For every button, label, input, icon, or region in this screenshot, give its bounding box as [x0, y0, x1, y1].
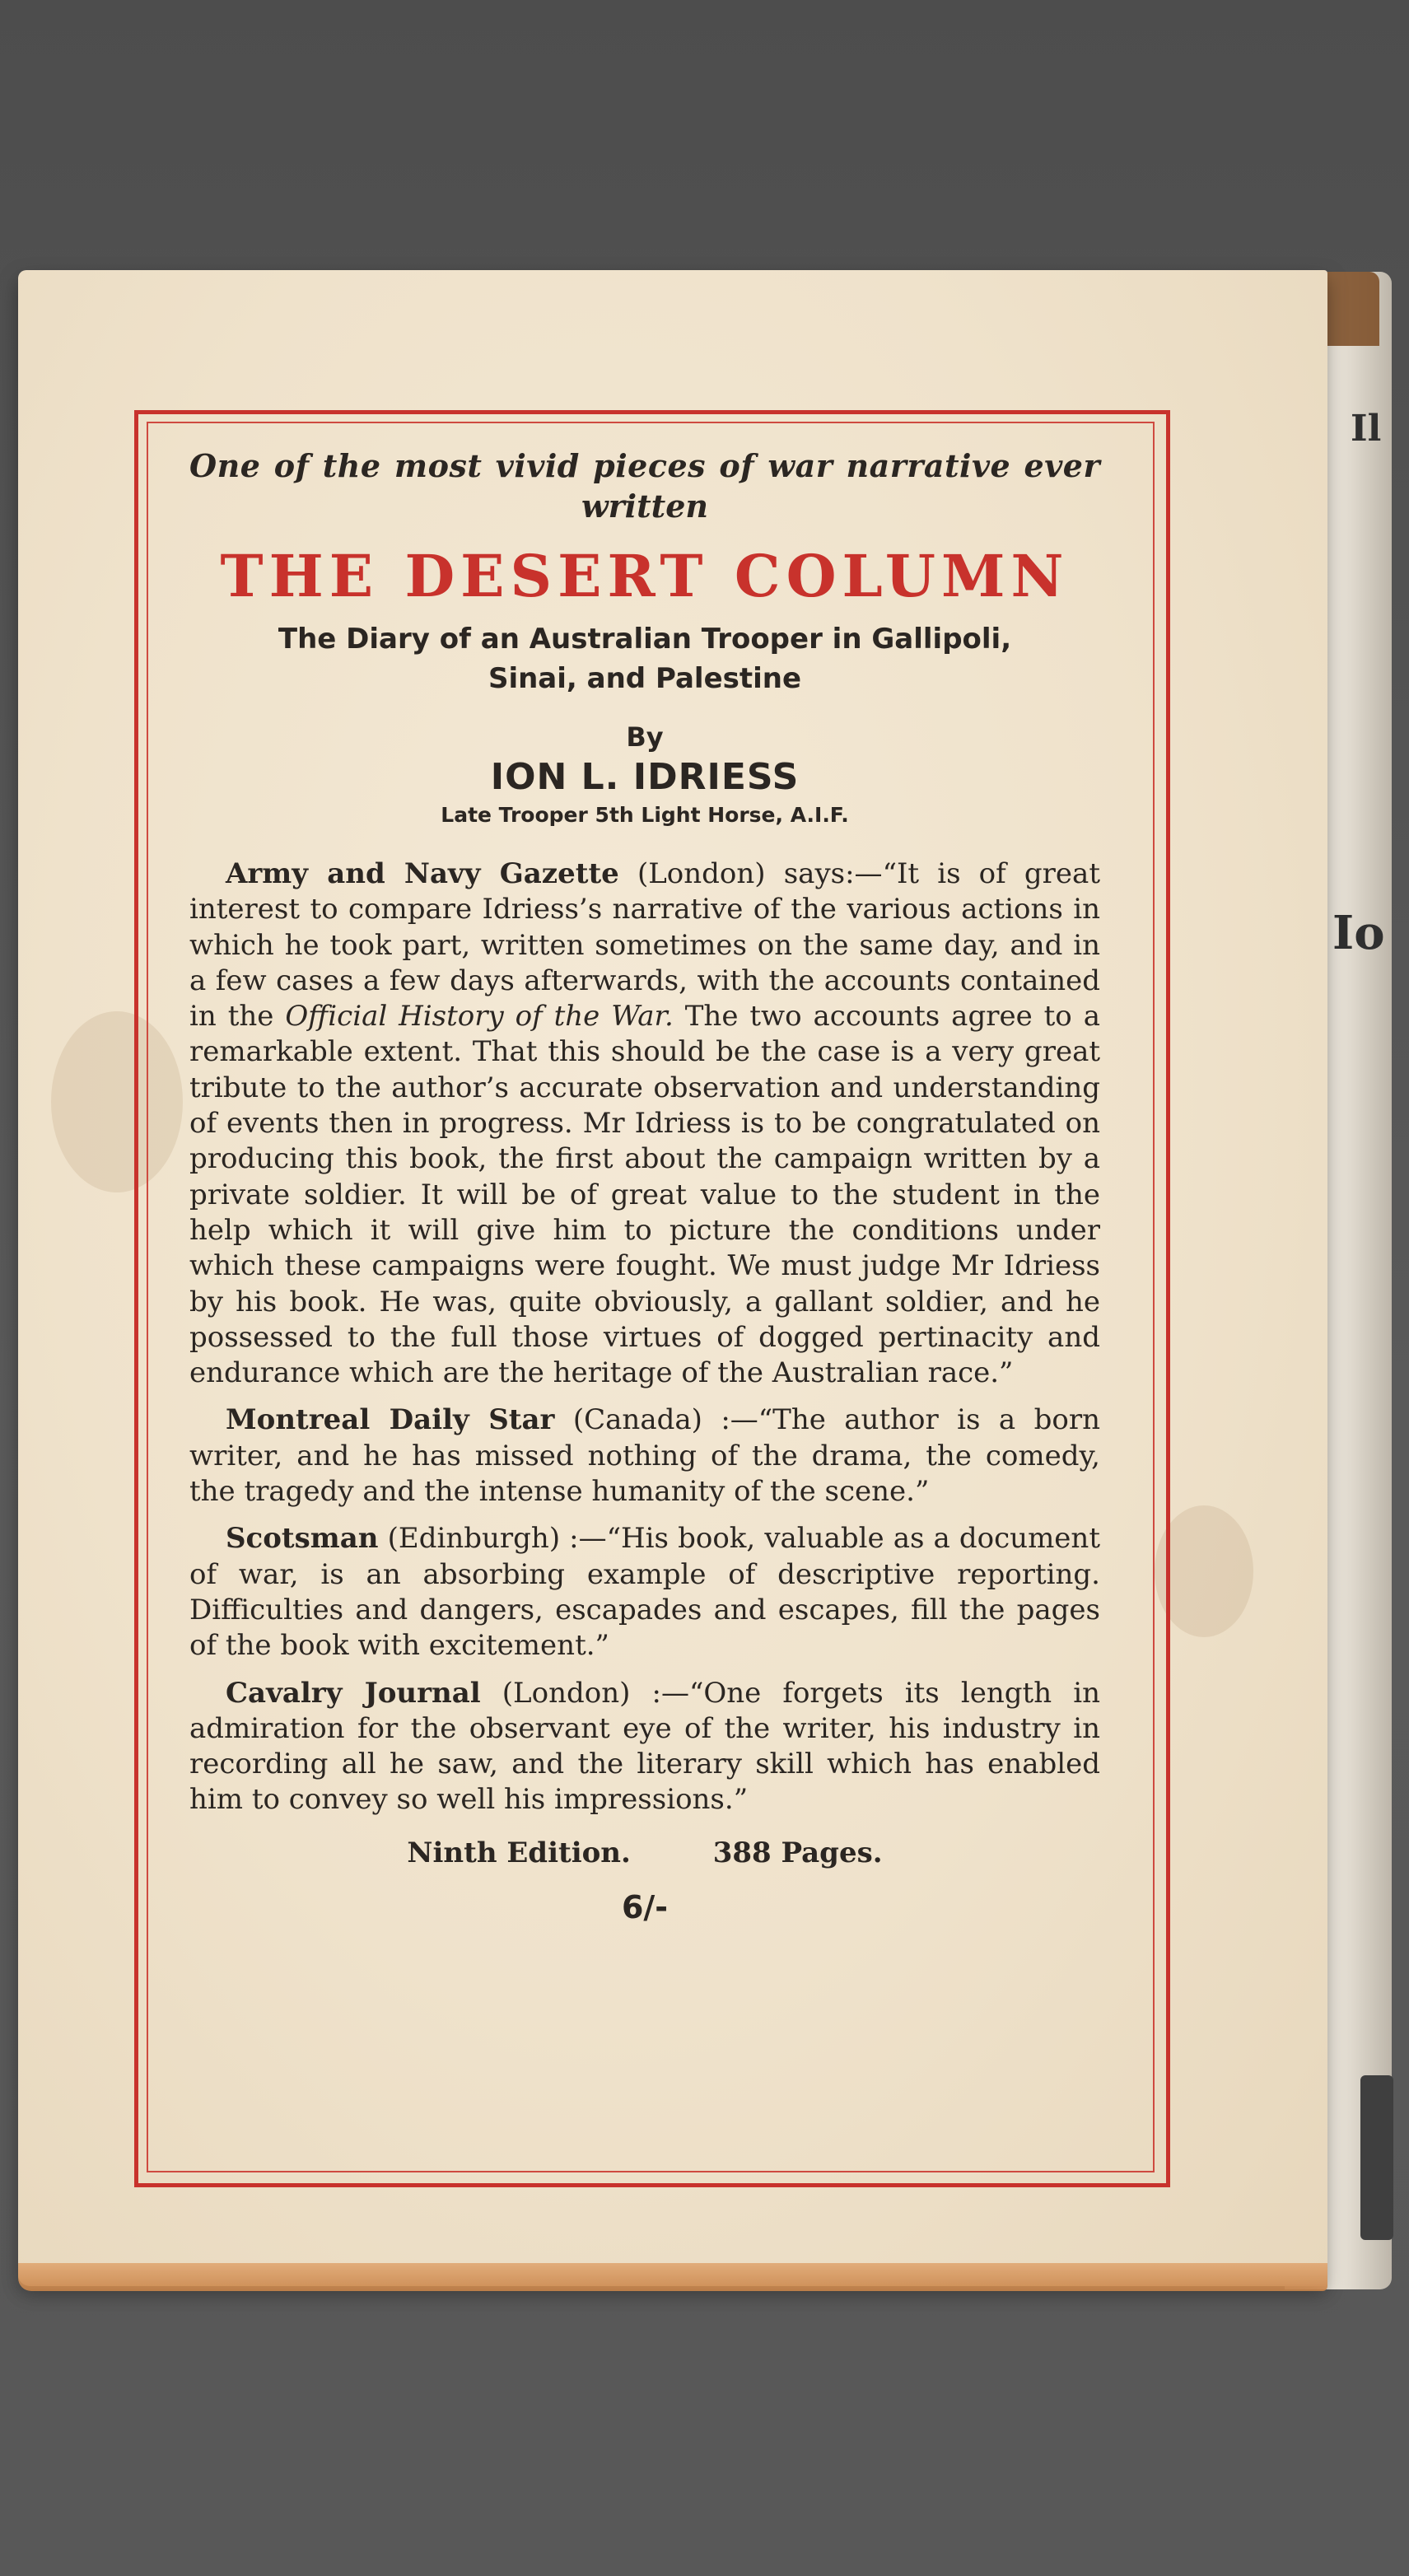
subtitle-line-2: Sinai, and Palestine	[488, 662, 802, 695]
review-emphasis: Official History of the War.	[285, 1000, 674, 1034]
review-cavalry-journal	[189, 1676, 1100, 1818]
author-name: ION L. IDRIESS	[490, 756, 800, 798]
review-text-continued: The two accounts agree to a remarkable extent. That this should be the case is a very great tribute to the author’s accurate observation and understanding of events then in progress. Mr Idriess is to be congratulated on producing this book, the first about the campaign written by a private soldier. It will be of great value to the student in the help which it will give him to picture the conditions under which these campaigns were fought. We must judge Mr Idriess by his book. He was, quite obviously, a gallant soldier, and he possessed to the full those virtues of dogged pertinacity and endurance which are the heritage of the Australian race.”	[189, 1000, 1100, 1390]
review-source: Army and Navy Gazette	[226, 857, 619, 890]
spine-edge-shadow	[1360, 2075, 1393, 2240]
price: 6/-	[621, 1888, 669, 1925]
review-montreal-daily-star	[189, 1402, 1100, 1510]
book-subtitle	[189, 619, 1100, 698]
page-count: 388 Pages.	[712, 1836, 883, 1869]
review-scotsman	[189, 1521, 1100, 1664]
review-source: Scotsman	[226, 1522, 379, 1556]
blurb-panel	[189, 445, 1100, 1925]
review-location: (Canada) :—	[554, 1403, 758, 1437]
subtitle-line-1: The Diary of an Australian Trooper in Gallipoli,	[278, 623, 1012, 656]
spine-lettering-top: Il	[1351, 408, 1382, 450]
review-text: “The author is a born writer, and he has missed nothing of the drama, the comedy, the tragedy and the intense humanity of the scene.”	[189, 1403, 1100, 1509]
review-location: (Edinburgh) :—	[378, 1522, 607, 1556]
author-rank: Late Trooper 5th Light Horse, A.I.F.	[441, 803, 849, 827]
review-text: “His book, valuable as a document of war, is an absorbing example of descriptive reporting. Difficulties and dangers, escapades and escapes, fill the pages of the book with excitement.”	[189, 1522, 1100, 1663]
review-source: Cavalry Journal	[226, 1676, 481, 1710]
spine-lettering-middle: Io	[1332, 906, 1385, 960]
by-line: By	[626, 721, 664, 753]
review-army-navy-gazette	[189, 856, 1100, 1391]
edition-info	[189, 1836, 1100, 1869]
tagline: One of the most vivid pieces of war narrative ever	[189, 447, 1100, 484]
tagline-end: written	[581, 488, 709, 525]
review-source: Montreal Daily Star	[226, 1403, 555, 1437]
review-text: “It is of great interest to compare Idriess’s narrative of the various actions in which he took part, written sometimes on the same day, and in a few cases a few days afterwards, with the accounts contained in the	[189, 857, 1100, 1034]
book-title: THE DESERT COLUMN	[220, 542, 1070, 610]
review-text: “One forgets its length in admiration for the observant eye of the writer, his industry in recording all he saw, and the literary skill which has enabled him to convey so well his impressions.”	[189, 1676, 1100, 1817]
cover-bottom-edge	[18, 2263, 1327, 2291]
review-location: (London) says:—	[618, 857, 883, 890]
edition-label: Ninth Edition.	[407, 1836, 631, 1869]
review-location: (London) :—	[480, 1676, 689, 1710]
